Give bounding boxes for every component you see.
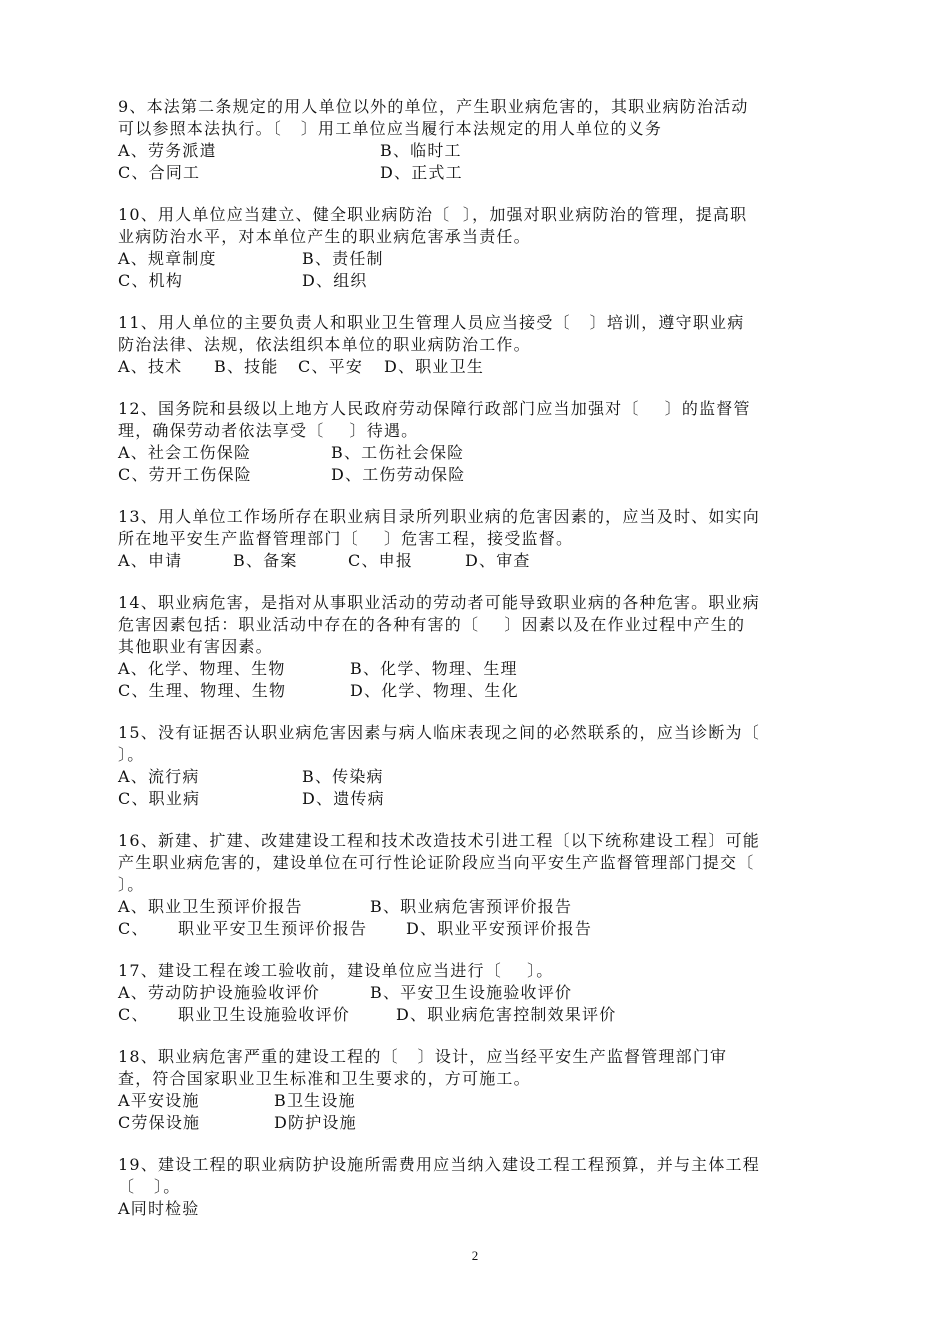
- option-d: D、审查: [465, 551, 531, 570]
- option-row: [118, 788, 830, 810]
- option-c: 职业平安卫生预评价报告: [178, 919, 368, 938]
- option-row: [118, 918, 830, 940]
- option-b: B、化学、物理、生理: [350, 659, 518, 678]
- option-a: A平安设施: [118, 1091, 200, 1110]
- option-row: [118, 248, 830, 270]
- option-c: C、生理、物理、生物: [118, 681, 287, 700]
- option-row: [118, 766, 830, 788]
- question-10: [118, 204, 830, 292]
- option-d: D、职业病危害控制效果评价: [396, 1005, 617, 1024]
- question-text: 〔 〕。: [118, 1177, 181, 1196]
- option-c: C劳保设施: [118, 1113, 201, 1132]
- question-text: 16、新建、扩建、改建建设工程和技术改造技术引进工程〔以下统称建设工程〕可能: [118, 831, 760, 850]
- question-text: 10、用人单位应当建立、健全职业病防治〔 〕，加强对职业病防治的管理，提高职: [118, 205, 748, 224]
- option-a: A、职业卫生预评价报告: [118, 897, 303, 916]
- option-c: C、劳开工伤保险: [118, 465, 252, 484]
- option-a: A同时检验: [118, 1199, 200, 1218]
- option-b: B、责任制: [302, 249, 384, 268]
- option-d: D防护设施: [274, 1113, 357, 1132]
- question-text: 查，符合国家职业卫生标准和卫生要求的，方可施工。: [118, 1069, 531, 1088]
- option-a: A、劳动防护设施验收评价: [118, 983, 320, 1002]
- option-b: B、工伤社会保险: [331, 443, 465, 462]
- question-14: [118, 592, 830, 702]
- option-a: A、流行病: [118, 767, 200, 786]
- question-13: [118, 506, 830, 572]
- option-b: B、传染病: [302, 767, 384, 786]
- option-a: A、规章制度: [118, 249, 217, 268]
- question-text: 13、用人单位工作场所存在职业病目录所列职业病的危害因素的，应当及时、如实向: [118, 507, 760, 526]
- question-text: 12、国务院和县级以上地方人民政府劳动保障行政部门应当加强对〔 〕的监督管: [118, 399, 751, 418]
- option-b: B、临时工: [380, 141, 462, 160]
- question-18: [118, 1046, 830, 1134]
- question-text: 9、本法第二条规定的用人单位以外的单位，产生职业病危害的，其职业病防治活动: [118, 97, 749, 116]
- option-c: C、申报: [348, 551, 414, 570]
- question-text: 19、建设工程的职业病防护设施所需费用应当纳入建设工程工程预算，并与主体工程: [118, 1155, 760, 1174]
- option-row: [118, 896, 830, 918]
- option-a: A、技术: [118, 357, 183, 376]
- option-d: D、职业平安预评价报告: [406, 919, 593, 938]
- option-row: [118, 270, 830, 292]
- question-text: 〕。: [118, 745, 145, 764]
- option-d: D、工伤劳动保险: [331, 465, 466, 484]
- question-9: [118, 96, 830, 184]
- option-row: [118, 982, 830, 1004]
- option-b: B卫生设施: [274, 1091, 356, 1110]
- option-a: A、申请: [118, 551, 183, 570]
- option-b: B、备案: [233, 551, 298, 570]
- question-17: [118, 960, 830, 1026]
- question-15: [118, 722, 830, 810]
- option-c-label: C、: [118, 919, 149, 938]
- option-row: [118, 1090, 830, 1112]
- question-12: [118, 398, 830, 486]
- document-body: [118, 96, 830, 1240]
- option-b: B、平安卫生设施验收评价: [370, 983, 573, 1002]
- question-text: 17、建设工程在竣工验收前，建设单位应当进行〔 〕。: [118, 961, 554, 980]
- question-text: 〕。: [118, 875, 145, 894]
- option-c: C、合同工: [118, 163, 201, 182]
- option-row: [118, 140, 830, 162]
- option-d: D、组织: [302, 271, 368, 290]
- question-text: 业病防治水平，对本单位产生的职业病危害承当责任。: [118, 227, 531, 246]
- option-a: A、劳务派遣: [118, 141, 217, 160]
- question-text: 产生职业病危害的，建设单位在可行性论证阶段应当向平安生产监督管理部门提交〔: [118, 853, 755, 872]
- option-b: B、技能: [214, 357, 279, 376]
- option-row: [118, 658, 830, 680]
- option-row: [118, 1004, 830, 1026]
- question-text: 所在地平安生产监督管理部门〔 〕危害工程，接受监督。: [118, 529, 574, 548]
- option-row: [118, 680, 830, 702]
- question-text: 防治法律、法规，依法组织本单位的职业病防治工作。: [118, 335, 531, 354]
- option-row: [118, 1112, 830, 1134]
- question-text: 14、职业病危害，是指对从事职业活动的劳动者可能导致职业病的各种危害。职业病: [118, 593, 760, 612]
- option-row: [118, 1198, 830, 1220]
- option-c: C、职业病: [118, 789, 201, 808]
- option-c: 职业卫生设施验收评价: [178, 1005, 351, 1024]
- question-text: 危害因素包括：职业活动中存在的各种有害的〔 〕因素以及在作业过程中产生的: [118, 615, 746, 634]
- option-d: D、正式工: [380, 163, 463, 182]
- option-row: [118, 464, 830, 486]
- question-16: [118, 830, 830, 940]
- question-11: [118, 312, 830, 378]
- question-text: 11、用人单位的主要负责人和职业卫生管理人员应当接受〔 〕培训，遵守职业病: [118, 313, 745, 332]
- option-a: A、社会工伤保险: [118, 443, 252, 462]
- question-19: [118, 1154, 830, 1220]
- page-number: 2: [471, 1248, 479, 1263]
- question-text: 18、职业病危害严重的建设工程的〔 〕设计，应当经平安生产监督管理部门审: [118, 1047, 728, 1066]
- option-a: A、化学、物理、生物: [118, 659, 286, 678]
- option-b: B、职业病危害预评价报告: [370, 897, 573, 916]
- option-row: [118, 356, 830, 378]
- option-d: D、职业卫生: [384, 357, 485, 376]
- question-text: 其他职业有害因素。: [118, 637, 273, 656]
- question-text: 可以参照本法执行。〔 〕用工单位应当履行本法规定的用人单位的义务: [118, 119, 663, 138]
- option-c: C、平安: [298, 357, 364, 376]
- option-row: [118, 550, 830, 572]
- option-row: [118, 162, 830, 184]
- option-d: D、化学、物理、生化: [350, 681, 519, 700]
- option-d: D、遗传病: [302, 789, 385, 808]
- option-c-label: C、: [118, 1005, 149, 1024]
- option-row: [118, 442, 830, 464]
- question-text: 理，确保劳动者依法享受〔 〕待遇。: [118, 421, 419, 440]
- question-text: 15、没有证据否认职业病危害因素与病人临床表现之间的必然联系的，应当诊断为〔: [118, 723, 760, 742]
- option-c: C、机构: [118, 271, 184, 290]
